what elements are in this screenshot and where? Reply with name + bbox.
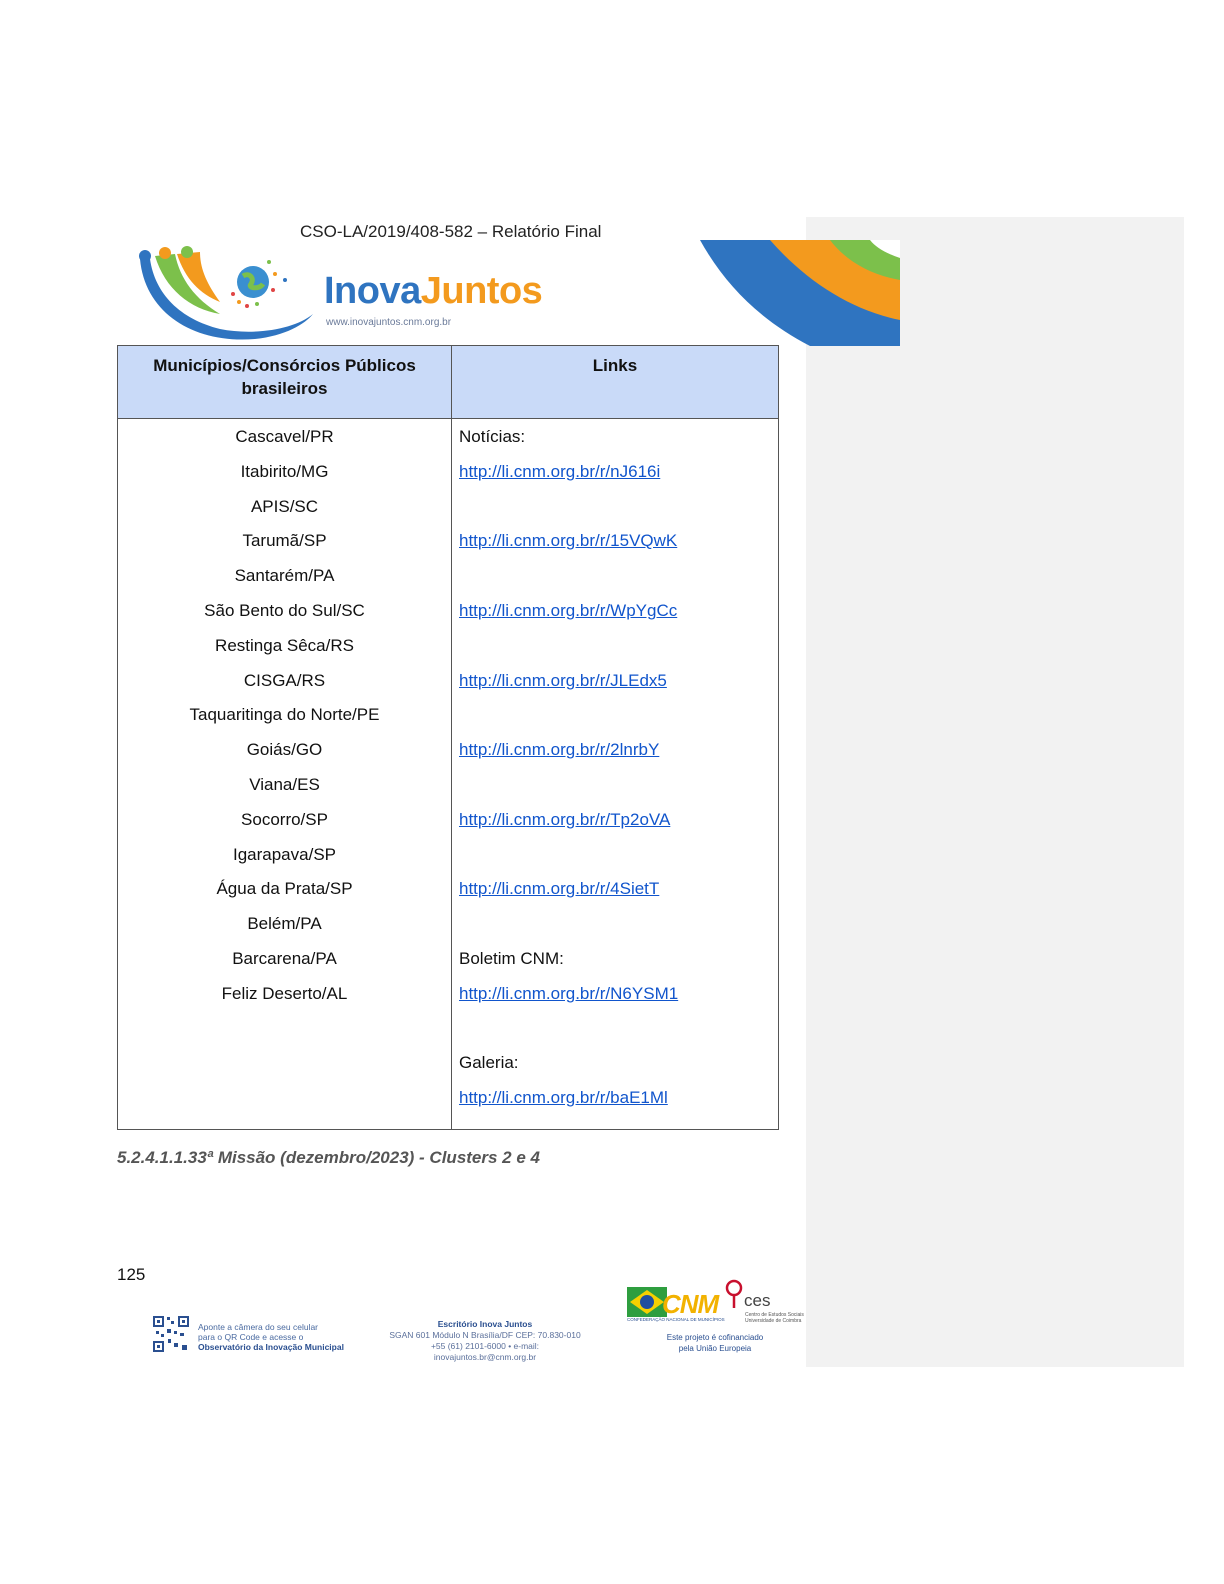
list-item: Cascavel/PR — [235, 427, 334, 446]
comment-margin-panel — [806, 217, 1184, 1367]
list-item: Tarumã/SP — [242, 531, 327, 551]
news-link[interactable]: http://li.cnm.org.br/r/2lnrbY — [459, 740, 660, 760]
brazil-flag-icon — [627, 1287, 667, 1317]
galeria-link[interactable]: http://li.cnm.org.br/r/baE1Ml — [459, 1088, 668, 1108]
news-link[interactable]: http://li.cnm.org.br/r/nJ616i — [459, 461, 661, 481]
news-link[interactable]: http://li.cnm.org.br/r/4SietT — [459, 879, 660, 899]
brand-url: www.inovajuntos.cnm.org.br — [326, 317, 452, 328]
list-item: São Bento do Sul/SC — [204, 600, 365, 620]
header-municipalities: Municípios/Consórcios Públicos brasileiros — [118, 346, 452, 419]
table-row — [118, 419, 779, 1130]
list-item: Belém/PA — [247, 914, 322, 934]
cnm-logo: CNM — [662, 1289, 719, 1319]
links-cell — [452, 419, 779, 1130]
list-item: Igarapava/SP — [232, 844, 336, 864]
list-item: Viana/ES — [249, 774, 320, 794]
municipalities-cell — [118, 419, 452, 1130]
page-number: 125 — [117, 1265, 146, 1284]
brand-name: InovaJuntos — [324, 270, 543, 312]
news-link[interactable]: http://li.cnm.org.br/r/WpYgCc — [459, 600, 678, 620]
links-table — [117, 345, 779, 1130]
list-item: APIS/SC — [250, 496, 319, 516]
office-contact: Escritório Inova Juntos SGAN 601 Módulo N Brasília/DF CEP: 70.830-010 +55 (61) 2101-6000 • e-mail: inovajuntos.br@cnm.org.br — [389, 1319, 581, 1362]
qr-instructions: Aponte a câmera do seu celular para o QR Code e acesse o Observatório da Inovação Municipal — [198, 1322, 344, 1352]
noticias-label: Notícias: — [459, 427, 526, 446]
list-item: Água da Prata/SP — [216, 879, 353, 899]
boletim-link[interactable]: http://li.cnm.org.br/r/N6YSM1 — [459, 983, 679, 1003]
eu-funding-note: Este projeto é cofinanciado pela União Europeia — [666, 1333, 764, 1353]
list-item: Feliz Deserto/AL — [221, 983, 348, 1003]
list-item: CISGA/RS — [243, 670, 326, 690]
list-item: Taquaritinga do Norte/PE — [189, 705, 380, 725]
qr-code-icon — [152, 1315, 190, 1353]
document-reference: CSO-LA/2019/408-582 – Relatório Final — [300, 224, 602, 240]
cnm-subtitle: CONFEDERAÇÃO NACIONAL DE MUNICÍPIOS — [627, 1317, 725, 1322]
ces-subtitle: Centro de Estudos Sociais Universidade de Coimbra — [745, 1312, 804, 1324]
section-heading: 5.2.4.1.1.33ª Missão (dezembro/2023) - Clusters 2 e 4 — [117, 1148, 540, 1167]
news-link[interactable]: http://li.cnm.org.br/r/15VQwK — [459, 531, 678, 551]
list-item: Itabirito/MG — [240, 461, 329, 481]
galeria-label: Galeria: — [459, 1053, 519, 1073]
news-link[interactable]: http://li.cnm.org.br/r/Tp2oVA — [459, 809, 671, 829]
decorative-swirl-icon — [700, 240, 900, 346]
list-item: Barcarena/PA — [232, 948, 337, 968]
boletim-label: Boletim CNM: — [459, 948, 564, 968]
list-item: Santarém/PA — [234, 566, 335, 586]
list-item: Goiás/GO — [246, 740, 323, 760]
ces-logo: ces — [744, 1291, 771, 1310]
news-link[interactable]: http://li.cnm.org.br/r/JLEdx5 — [459, 670, 667, 690]
ces-logo-icon — [724, 1279, 746, 1309]
list-item: Restinga Sêca/RS — [215, 635, 354, 655]
header-links: Links — [452, 346, 779, 419]
table-header-row — [118, 346, 779, 419]
inovajuntos-logo-icon — [135, 244, 315, 344]
list-item: Socorro/SP — [241, 809, 328, 829]
